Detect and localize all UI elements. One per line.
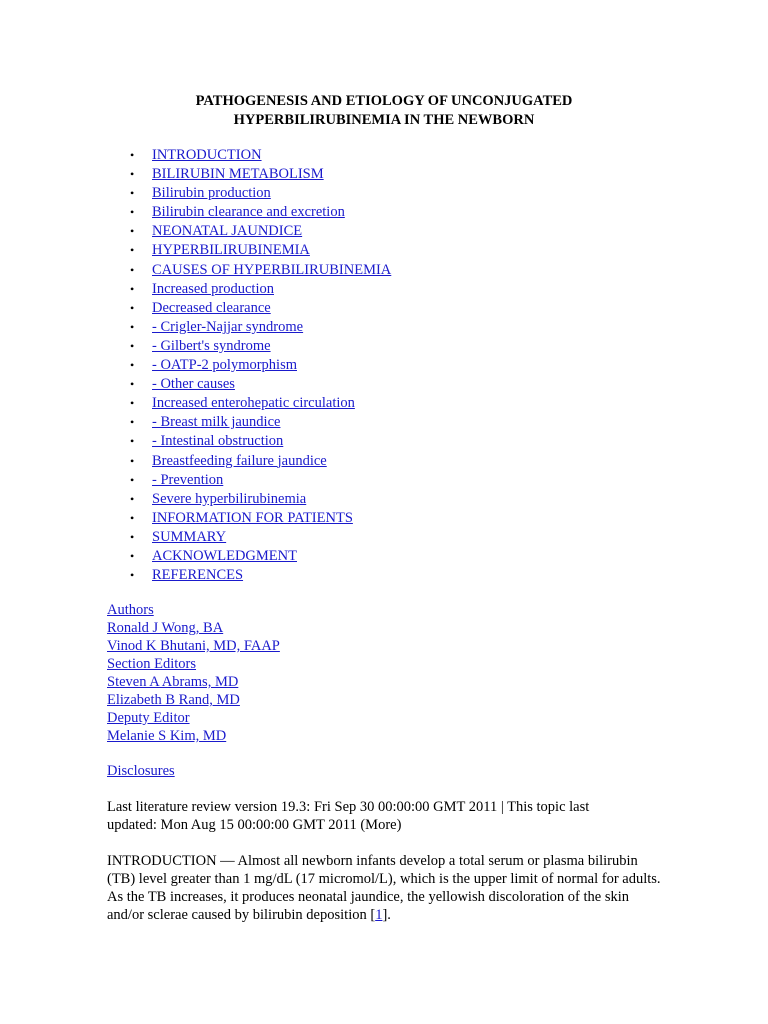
review-line-1: Last literature review version 19.3: Fri Sep 30 00:00:00 GMT 2011 | This topic last [107,799,590,815]
bullet-icon: • [130,300,135,315]
toc-item [130,241,391,260]
toc-link-references[interactable]: REFERENCES [152,567,244,584]
bullet-icon: • [130,205,135,220]
toc-item [130,394,391,413]
toc-item [130,547,391,566]
toc-item [130,375,391,394]
toc-link-decreased-clearance[interactable]: Decreased clearance [152,299,271,316]
bullet-icon: • [130,510,135,525]
toc-link-breastfeeding-failure[interactable]: Breastfeeding failure jaundice [152,452,327,469]
bullet-icon: • [130,338,135,353]
table-of-contents [130,146,391,585]
toc-link-information-for-patients[interactable]: INFORMATION FOR PATIENTS [152,509,353,526]
bullet-icon: • [130,377,135,392]
bullet-icon: • [130,167,135,182]
toc-link-increased-production[interactable]: Increased production [152,280,274,297]
reference-link-1[interactable]: 1 [375,907,383,923]
bullet-icon: • [130,472,135,487]
bullet-icon: • [130,415,135,430]
toc-link-neonatal-jaundice[interactable]: NEONATAL JAUNDICE [152,223,303,240]
toc-item [130,280,391,299]
toc-link-bilirubin-clearance[interactable]: Bilirubin clearance and excretion [152,204,345,221]
bullet-icon: • [130,358,135,373]
toc-link-severe-hyperbilirubinemia[interactable]: Severe hyperbilirubinemia [152,490,307,507]
bullet-icon: • [130,529,135,544]
toc-link-oatp2[interactable]: - OATP-2 polymorphism [152,357,297,374]
toc-link-causes[interactable]: CAUSES OF HYPERBILIRUBINEMIA [152,261,392,278]
document-title [0,92,768,130]
bullet-icon: • [130,148,135,162]
bullet-icon: • [130,319,135,334]
toc-link-bilirubin-production[interactable]: Bilirubin production [152,185,271,202]
toc-item [130,509,391,528]
introduction-text: INTRODUCTION — Almost all newborn infants develop a total serum or plasma bilirubin (TB) level greater than 1 mg/dL (17 micromol/L), which is the upper limit of normal for adults. As the TB increases, it produces neonatal jaundice, the yellowish discoloration of the skin and/or sclerae caused by bilirubin deposition [107,853,661,923]
toc-link-acknowledgment[interactable]: ACKNOWLEDGMENT [152,547,297,564]
toc-link-prevention[interactable]: - Prevention [152,471,224,488]
toc-item [130,337,391,356]
bullet-icon: • [130,281,135,296]
deputy-editor-link[interactable]: Deputy Editor [107,710,190,726]
introduction-paragraph [107,852,667,924]
editor-link-abrams[interactable]: Steven A Abrams, MD [107,674,239,690]
toc-item [130,490,391,509]
section-editors-link[interactable]: Section Editors [107,656,197,672]
disclosures [107,762,175,780]
editor-link-rand[interactable]: Elizabeth B Rand, MD [107,692,240,708]
ref-bracket-open: [ [370,907,376,923]
bullet-icon: • [130,224,135,239]
toc-item [130,299,391,318]
title-line-2: HYPERBILIRUBINEMIA IN THE NEWBORN [233,112,535,128]
toc-link-crigler-najjar[interactable]: - Crigler-Najjar syndrome [152,318,304,335]
bullet-icon: • [130,396,135,411]
toc-link-breast-milk-jaundice[interactable]: - Breast milk jaundice [152,414,281,431]
credits-list [107,601,280,745]
sentence-end: . [387,907,391,923]
toc-item [130,432,391,451]
toc-item [130,203,391,222]
bullet-icon: • [130,262,135,277]
toc-link-hyperbilirubinemia[interactable]: HYPERBILIRUBINEMIA [152,242,310,259]
toc-link-enterohepatic[interactable]: Increased enterohepatic circulation [152,395,355,412]
toc-item [130,146,391,165]
bullet-icon: • [130,243,135,258]
toc-item [130,165,391,184]
toc-item [130,222,391,241]
toc-item [130,471,391,490]
toc-item [130,528,391,547]
bullet-icon: • [130,568,135,583]
toc-link-summary[interactable]: SUMMARY [152,528,227,545]
toc-link-gilberts[interactable]: - Gilbert's syndrome [152,337,271,354]
toc-item [130,184,391,203]
toc-item [130,566,391,585]
authors-link[interactable]: Authors [107,602,154,618]
bullet-icon: • [130,453,135,468]
disclosures-link[interactable]: Disclosures [107,763,175,779]
bullet-icon: • [130,548,135,563]
toc-link-introduction[interactable]: INTRODUCTION [152,147,262,163]
bullet-icon: • [130,434,135,449]
toc-item [130,318,391,337]
toc-link-intestinal-obstruction[interactable]: - Intestinal obstruction [152,433,284,450]
toc-item [130,261,391,280]
author-link-wong[interactable]: Ronald J Wong, BA [107,620,224,636]
review-info [107,798,667,834]
toc-item [130,452,391,471]
toc-link-other-causes[interactable]: - Other causes [152,376,235,393]
bullet-icon: • [130,186,135,201]
title-line-1: PATHOGENESIS AND ETIOLOGY OF UNCONJUGATED [195,93,573,109]
toc-item [130,356,391,375]
author-link-bhutani[interactable]: Vinod K Bhutani, MD, FAAP [107,638,280,654]
toc-link-bilirubin-metabolism[interactable]: BILIRUBIN METABOLISM [152,166,324,183]
review-line-2: updated: Mon Aug 15 00:00:00 GMT 2011 (More) [107,817,402,833]
deputy-editor-link-kim[interactable]: Melanie S Kim, MD [107,728,227,744]
ref-bracket-close: ] [382,907,388,923]
toc-item [130,413,391,432]
bullet-icon: • [130,491,135,506]
